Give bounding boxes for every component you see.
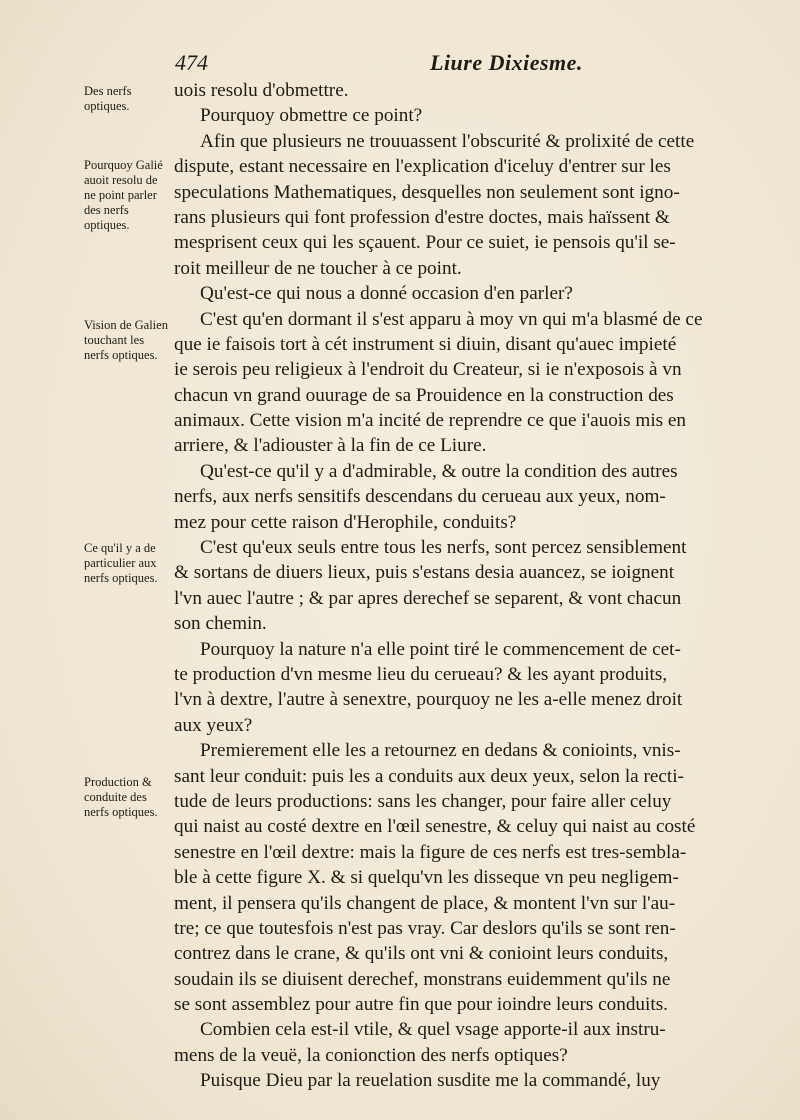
text-line: chacun vn grand ouurage de sa Prouidence en la construction des: [174, 384, 674, 406]
text-line: arriere, & l'adiouster à la fin de ce Liure.: [174, 435, 487, 457]
text-line: Qu'est-ce qu'il y a d'admirable, & outre la condition des autres: [200, 460, 678, 482]
text-line: Combien cela est-il vtile, & quel vsage apporte-il aux instru-: [200, 1019, 666, 1041]
margin-note: Production & conduite des nerfs optiques.: [84, 775, 158, 819]
margin-note: Des nerfs optiques.: [84, 84, 132, 113]
text-line: qui naist au costé dextre en l'œil senestre, & celuy qui naist au costé: [174, 816, 696, 838]
text-line: tre; ce que toutesfois n'est pas vray. Car deslors qu'ils se sont ren-: [174, 917, 676, 939]
margin-note: Vision de Galien touchant les nerfs optiques.: [84, 318, 168, 362]
text-line: mens de la veuë, la conionction des nerfs optiques?: [174, 1044, 568, 1066]
text-line: ment, il pensera qu'ils changent de place, & montent l'vn sur l'au-: [174, 892, 676, 914]
text-line: aux yeux?: [174, 714, 253, 736]
text-line: roit meilleur de ne toucher à ce point.: [174, 257, 462, 279]
running-title: Liure Dixiesme.: [430, 50, 583, 75]
text-line: ie serois peu religieux à l'endroit du Createur, si ie n'exposois à vn: [174, 359, 682, 381]
text-line: C'est qu'en dormant il s'est apparu à moy vn qui m'a blasmé de ce: [200, 308, 703, 330]
text-line: & sortans de diuers lieux, puis s'estans desia auancez, se ioignent: [174, 562, 675, 584]
text-line: l'vn à dextre, l'autre à senextre, pourquoy ne les a-elle menez droit: [174, 689, 683, 711]
text-line: l'vn auec l'autre ; & par apres derechef se separent, & vont chacun: [174, 587, 682, 609]
margin-note: Pourquoy Galié auoit resolu de ne point parler des nerfs optiques.: [84, 158, 163, 232]
text-line: Afin que plusieurs ne trouuassent l'obscurité & prolixité de cette: [200, 130, 695, 152]
text-line: C'est qu'eux seuls entre tous les nerfs, sont percez sensiblement: [200, 537, 687, 559]
text-line: Pourquoy la nature n'a elle point tiré le commencement de cet-: [200, 638, 681, 660]
text-line: ble à cette figure X. & si quelqu'vn les disseque vn peu negligem-: [174, 867, 679, 889]
text-line: te production d'vn mesme lieu du cerueau? & les ayant produits,: [174, 663, 668, 685]
text-line: animaux. Cette vision m'a incité de reprendre ce que i'auois mis en: [174, 410, 687, 432]
text-line: senestre en l'œil dextre: mais la figure de ces nerfs est tres-sembla-: [174, 841, 687, 863]
text-line: mez pour cette raison d'Herophile, conduits?: [174, 511, 517, 533]
text-line: rans plusieurs qui font profession d'estre doctes, mais haïssent &: [174, 206, 670, 228]
text-line: sant leur conduit: puis les a conduits aux deux yeux, selon la recti-: [174, 765, 684, 787]
text-line: dispute, estant necessaire en l'explication d'iceluy d'entrer sur les: [174, 156, 671, 178]
text-line: Qu'est-ce qui nous a donné occasion d'en parler?: [200, 283, 573, 305]
margin-note: Ce qu'il y a de particulier aux nerfs optiques.: [84, 541, 158, 585]
text-line: son chemin.: [174, 613, 267, 635]
text-line: nerfs, aux nerfs sensitifs descendans du cerueau aux yeux, nom-: [174, 486, 666, 508]
text-line: Puisque Dieu par la reuelation susdite me la commandé, luy: [200, 1070, 661, 1092]
text-line: contrez dans le crane, & qu'ils ont vni & conioint leurs conduits,: [174, 943, 669, 965]
page-header: [175, 50, 775, 78]
text-line: uois resolu d'obmettre.: [174, 80, 349, 101]
main-text: [174, 78, 790, 1094]
text-line: tude de leurs productions: sans les changer, pour faire aller celuy: [174, 790, 672, 812]
text-line: Premierement elle les a retournez en dedans & conioints, vnis-: [200, 740, 681, 762]
text-line: soudain ils se diuisent derechef, monstrans euidemment qu'ils ne: [174, 968, 671, 990]
page-number: 474: [175, 50, 208, 75]
text-line: se sont assemblez pour autre fin que pour ioindre leurs conduits.: [174, 994, 668, 1016]
text-line: mesprisent ceux qui les sçauent. Pour ce suiet, ie pensois qu'il se-: [174, 232, 676, 254]
text-line: speculations Mathematiques, desquelles non seulement sont igno-: [174, 181, 680, 203]
text-line: Pourquoy obmettre ce point?: [200, 105, 423, 127]
text-line: que ie faisois tort à cét instrument si diuin, disant qu'auec impieté: [174, 333, 677, 355]
